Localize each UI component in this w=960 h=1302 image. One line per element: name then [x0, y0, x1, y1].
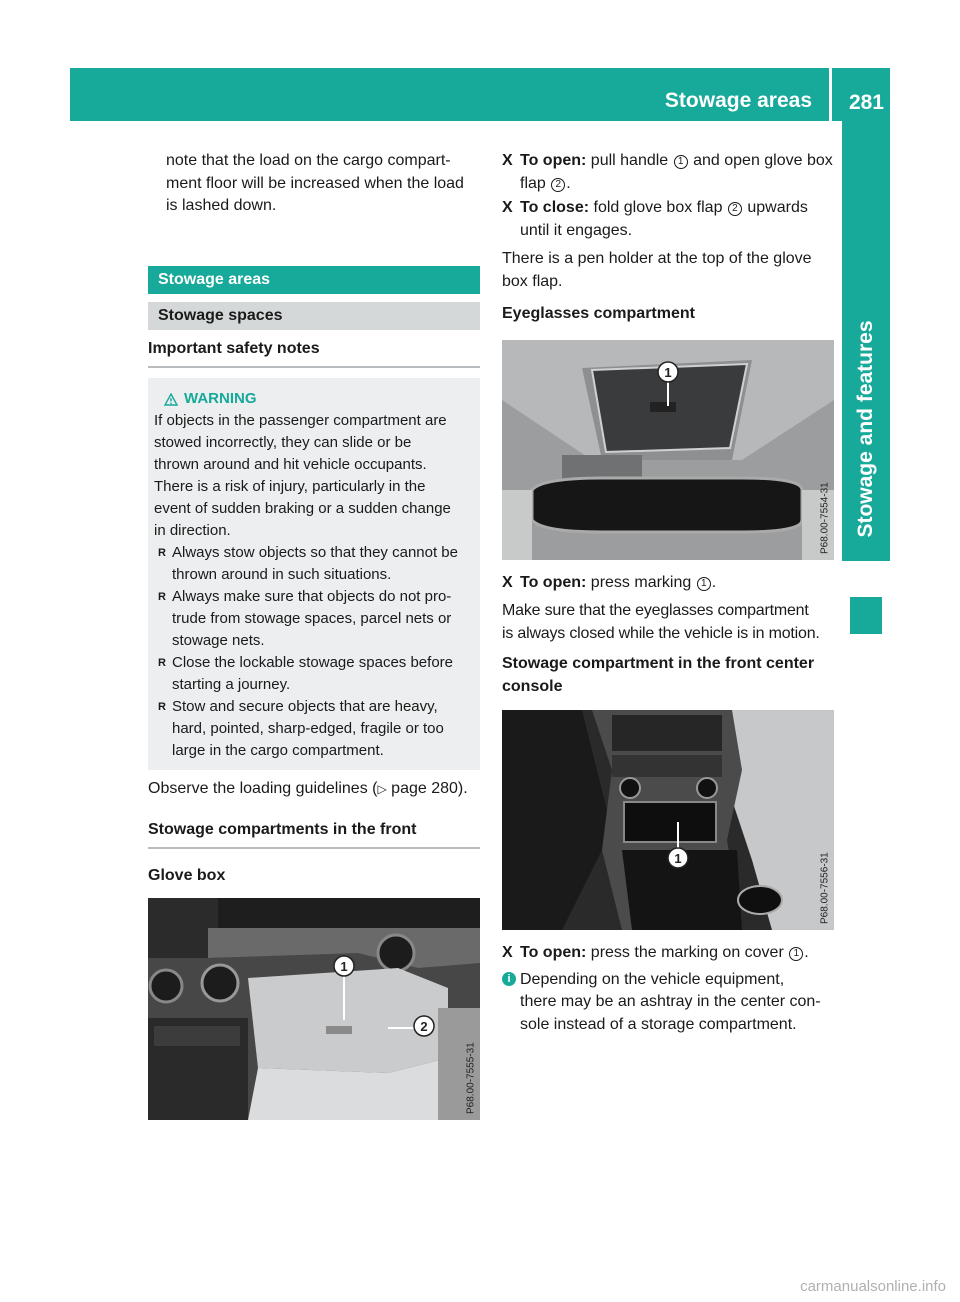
left-column [148, 150, 480, 1120]
center-console-photo-code: P68.00-7556-31 [820, 852, 831, 924]
page-header-title: Stowage areas [664, 89, 812, 112]
body-line: There is a pen holder at the top of the glove [502, 250, 812, 267]
warning-bullet [154, 542, 472, 586]
intro-line: note that the load on the cargo compart- [166, 152, 451, 169]
step-arrow-icon: X [502, 573, 513, 591]
heading-line: console [502, 677, 563, 695]
warning-bullet [154, 652, 472, 696]
intro-paragraph [148, 150, 480, 218]
site-footer: carmanualsonline.info [800, 1277, 946, 1295]
center-console-illustration [502, 710, 834, 930]
bullet-line: starting a journey. [172, 676, 291, 693]
warning-bullet [154, 696, 472, 762]
bullet-marker: R [158, 657, 166, 669]
ref-marker-2: 2 [551, 178, 565, 192]
step-text: . [804, 944, 809, 961]
page-header-bar [70, 68, 890, 121]
warning-line: stowed incorrectly, they can slide or be [154, 434, 412, 451]
eyeglasses-illustration [502, 340, 834, 560]
console-marker-1: 1 [674, 851, 682, 866]
warning-header [154, 388, 472, 410]
glove-box-illustration [148, 898, 480, 1120]
step-label: To close: [520, 199, 590, 216]
step-glove-box-open [502, 150, 834, 195]
bullet-line: Close the lockable stowage spaces before [172, 654, 454, 671]
step-text: press the marking on cover [586, 944, 789, 961]
step-label: To open: [520, 944, 587, 961]
bullet-line: Always stow objects so that they cannot be [172, 544, 458, 561]
center-console-heading [502, 653, 834, 698]
step-label: To open: [520, 573, 587, 591]
warning-line: If objects in the passenger compartment are [154, 412, 447, 429]
step-label: To open: [520, 152, 587, 169]
ref-marker-2: 2 [728, 202, 742, 216]
ref-marker-1: 1 [789, 947, 803, 961]
warning-box [148, 378, 480, 770]
warning-line: event of sudden braking or a sudden change [154, 500, 451, 517]
observe-text: Observe the loading guidelines ( [148, 780, 378, 797]
right-column [502, 150, 834, 1036]
bullet-line: thrown around in such situations. [172, 566, 392, 583]
bullet-line: hard, pointed, sharp-edged, fragile or too [172, 720, 444, 737]
step-console-open [502, 942, 834, 965]
step-arrow-icon: X [502, 944, 513, 961]
info-line: Depending on the vehicle equipment, [520, 970, 785, 988]
info-line: there may be an ashtray in the center con- [520, 993, 821, 1010]
warning-bullet [154, 586, 472, 652]
ref-marker-1: 1 [697, 577, 711, 591]
bullet-marker: R [158, 701, 166, 713]
bullet-line: large in the cargo compartment. [172, 742, 384, 759]
body-line: Make sure that the eyeglasses compartment [502, 602, 809, 619]
body-line: is always closed while the vehicle is in motion. [502, 624, 820, 642]
warning-line: thrown around and hit vehicle occupants. [154, 456, 427, 473]
pen-holder-note [502, 248, 834, 293]
safety-notes-heading: Important safety notes [148, 338, 480, 369]
loading-guidelines-text [148, 778, 480, 801]
front-compartments-heading: Stowage compartments in the front [148, 819, 480, 850]
step-text: pull handle [586, 152, 673, 169]
center-console-photo [502, 710, 834, 930]
warning-line: There is a risk of injury, particularly in the [154, 478, 426, 495]
bullet-line: Stow and secure objects that are heavy, [172, 698, 438, 715]
warning-label: WARNING [184, 390, 257, 407]
page-reference-link[interactable]: page 280). [386, 780, 468, 797]
eyeglasses-note [502, 600, 834, 645]
bullet-marker: R [158, 547, 166, 559]
bullet-line: Always make sure that objects do not pro- [172, 588, 452, 605]
bullet-line: stowage nets. [172, 632, 265, 649]
step-text: . [711, 573, 717, 591]
info-icon: i [502, 972, 516, 986]
warning-text [154, 410, 472, 542]
chapter-side-tab-label: Stowage and features [854, 320, 877, 538]
step-glove-box-close [502, 197, 834, 242]
bullet-line: trude from stowage spaces, parcel nets or [172, 610, 452, 627]
step-text: upwards [742, 199, 808, 216]
eyeglasses-photo-code: P68.00-7554-31 [820, 481, 831, 554]
glove-box-photo-code: P68.00-7555-31 [466, 1041, 477, 1114]
glove-box-marker-2: 2 [420, 1018, 428, 1034]
eyeglasses-marker-1: 1 [664, 364, 672, 380]
intro-line: is lashed down. [166, 197, 277, 214]
chapter-marker [850, 597, 882, 634]
step-text: until it engages. [520, 221, 633, 239]
step-arrow-icon: X [502, 152, 513, 169]
step-text: press marking [586, 573, 696, 591]
warning-triangle-icon [164, 393, 178, 406]
step-text: flap [520, 174, 551, 192]
step-text: fold glove box flap [589, 199, 727, 216]
bullet-marker: R [158, 591, 166, 603]
ref-marker-1: 1 [674, 155, 688, 169]
eyeglasses-heading: Eyeglasses compartment [502, 305, 695, 322]
eyeglasses-photo [502, 340, 834, 560]
body-line: box flap. [502, 272, 563, 290]
heading-line: Stowage compartment in the front center [502, 655, 815, 672]
chapter-side-tab [842, 121, 890, 561]
glove-box-photo [148, 898, 480, 1120]
step-text: and open glove box [688, 152, 833, 169]
info-line: sole instead of a storage compartment. [520, 1015, 797, 1033]
page-number: 281 [848, 91, 884, 114]
section-title-bar: Stowage areas [148, 266, 480, 294]
step-eyeglasses-open [502, 572, 834, 595]
subsection-title-bar: Stowage spaces [148, 302, 480, 330]
step-text: . [566, 174, 571, 192]
warning-line: in direction. [154, 522, 231, 539]
page-reference-arrow[interactable]: ▷ [377, 782, 387, 796]
ashtray-info-note [502, 969, 834, 1037]
header-separator [829, 68, 832, 121]
glove-box-marker-1: 1 [340, 958, 348, 974]
glove-box-heading: Glove box [148, 867, 226, 884]
step-arrow-icon: X [502, 199, 513, 216]
intro-line: ment floor will be increased when the load [166, 174, 464, 192]
